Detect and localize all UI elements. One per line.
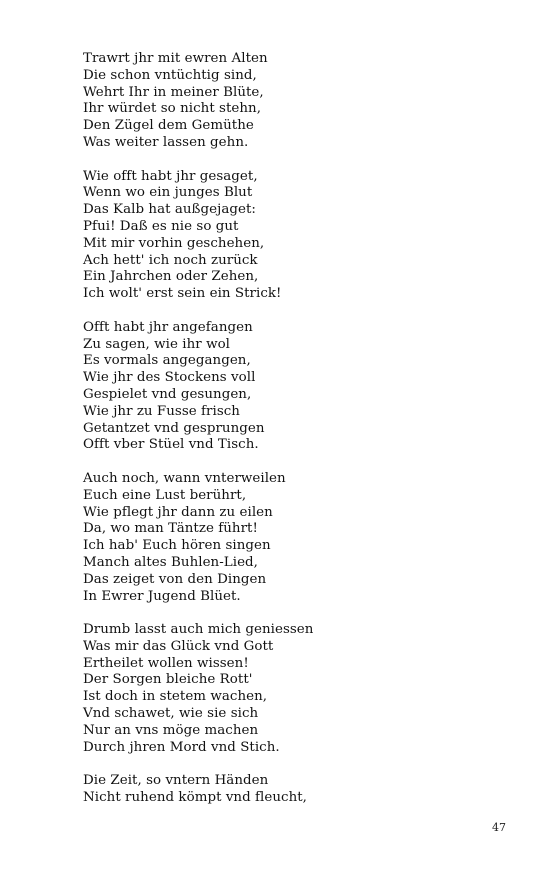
poem-line: Das Kalb hat außgejaget:	[83, 202, 256, 218]
poem-line: Nur an vns möge machen	[83, 722, 259, 738]
poem-line: Nicht ruhend kömpt vnd fleucht,	[83, 790, 307, 806]
poem-line: Ein Jahrchen oder Zehen,	[83, 269, 259, 285]
poem-line: Den Zügel dem Gemüthe	[83, 118, 254, 134]
poem-line: Getantzet vnd gesprungen	[83, 420, 265, 436]
poem-line: Ihr würdet so nicht stehn,	[83, 101, 262, 117]
stanza	[83, 51, 483, 152]
poem-line: Ich wolt' erst sein ein Strick!	[83, 286, 282, 302]
stanza	[83, 169, 483, 303]
poem-line: Wenn wo ein junges Blut	[83, 185, 253, 201]
poem-line: Pfui! Daß es nie so gut	[83, 218, 239, 234]
poem-text	[83, 51, 483, 824]
poem-line: In Ewrer Jugend Blüet.	[83, 588, 241, 604]
poem-line: Offt vber Stüel vnd Tisch.	[83, 437, 259, 453]
poem-line: Wie jhr des Stockens voll	[83, 370, 256, 386]
poem-line: Da, wo man Täntze führt!	[83, 521, 258, 537]
poem-line: Offt habt jhr angefangen	[83, 319, 253, 335]
poem-line: Der Sorgen bleiche Rott'	[83, 672, 253, 688]
poem-line: Was weiter lassen gehn.	[83, 134, 249, 150]
poem-line: Das zeiget von den Dingen	[83, 571, 267, 587]
stanza	[83, 622, 483, 756]
poem-line: Die Zeit, so vntern Händen	[83, 773, 269, 789]
poem-line: Ertheilet wollen wissen!	[83, 655, 249, 671]
poem-line: Wie pflegt jhr dann zu eilen	[83, 504, 273, 520]
poem-line: Gespielet vnd gesungen,	[83, 386, 252, 402]
poem-line: Wehrt Ihr in meiner Blüte,	[83, 84, 264, 100]
stanza	[83, 471, 483, 605]
poem-line: Was mir das Glück vnd Gott	[83, 638, 274, 654]
poem-line: Die schon vntüchtig sind,	[83, 67, 257, 83]
poem-line: Ach hett' ich noch zurück	[83, 252, 258, 268]
poem-line: Manch altes Buhlen-Lied,	[83, 554, 258, 570]
poem-line: Euch eine Lust berührt,	[83, 487, 247, 503]
poem-line: Zu sagen, wie ihr wol	[83, 336, 231, 352]
poem-line: Trawrt jhr mit ewren Alten	[83, 51, 268, 66]
poem-line: Durch jhren Mord vnd Stich.	[83, 739, 280, 755]
poem-line: Mit mir vorhin geschehen,	[83, 235, 265, 251]
poem-line: Ich hab' Euch hören singen	[83, 538, 271, 554]
stanza	[83, 320, 483, 454]
poem-line: Ist doch in stetem wachen,	[83, 689, 268, 705]
poem-line: Drumb lasst auch mich geniessen	[83, 622, 314, 638]
poem-line: Wie jhr zu Fusse frisch	[83, 403, 240, 419]
stanza	[83, 773, 483, 807]
page-number: 47	[492, 821, 506, 834]
poem-line: Vnd schawet, wie sie sich	[83, 706, 259, 722]
poem-line: Wie offt habt jhr gesaget,	[83, 168, 258, 184]
poem-line: Es vormals angegangen,	[83, 353, 251, 369]
poem-line: Auch noch, wann vnterweilen	[83, 470, 286, 486]
